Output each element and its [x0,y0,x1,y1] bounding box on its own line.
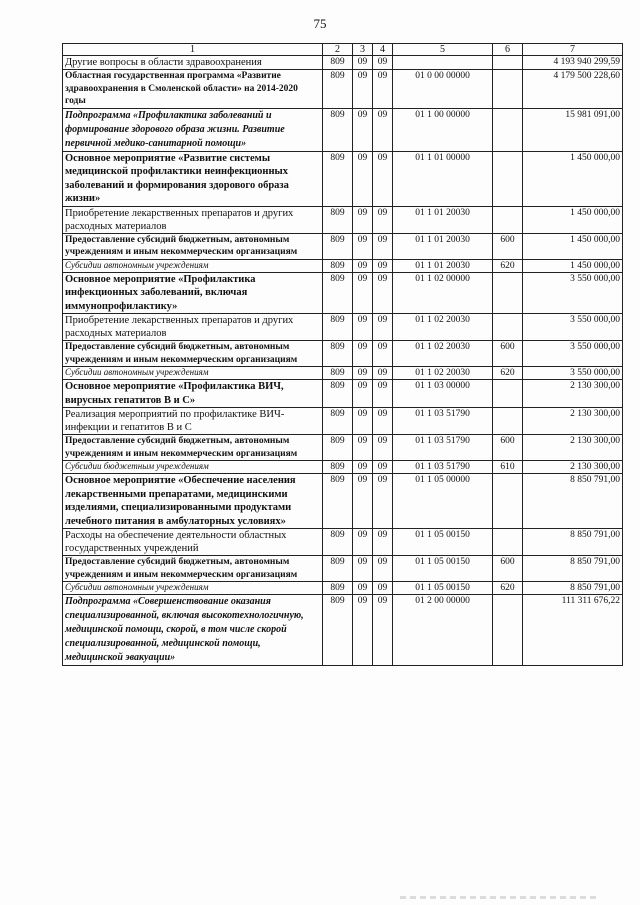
table-row [63,408,623,435]
row-section-code-cell: 09 [353,259,373,272]
table-row [63,474,623,529]
row-section-code-cell: 09 [353,56,373,70]
row-ministry-code-cell: 809 [323,151,353,206]
row-section-code-cell: 09 [353,408,373,435]
row-expense-type-cell: 600 [493,435,523,461]
row-expense-type-cell [493,380,523,408]
row-target-item-cell: 01 1 03 51790 [393,435,493,461]
row-amount-cell: 3 550 000,00 [523,314,623,341]
header-cell: 6 [493,44,523,56]
row-name-cell: Расходы на обеспечение деятельности областных государственных учреждений [63,529,323,556]
row-target-item-cell: 01 1 02 00000 [393,272,493,314]
row-name-cell: Приобретение лекарственных препаратов и других расходных материалов [63,314,323,341]
row-target-item-cell: 01 1 01 00000 [393,151,493,206]
row-section-code-cell: 09 [353,529,373,556]
table-header-row [63,44,623,56]
row-target-item-cell: 01 1 02 20030 [393,341,493,367]
table-row [63,56,623,70]
row-expense-type-cell: 600 [493,341,523,367]
row-ministry-code-cell: 809 [323,435,353,461]
row-expense-type-cell [493,314,523,341]
row-name-cell: Субсидии автономным учреждениям [63,367,323,380]
row-subsection-code-cell: 09 [373,272,393,314]
row-subsection-code-cell: 09 [373,108,393,151]
row-target-item-cell: 01 1 03 51790 [393,408,493,435]
row-subsection-code-cell: 09 [373,408,393,435]
row-amount-cell: 3 550 000,00 [523,272,623,314]
row-target-item-cell: 01 1 00 00000 [393,108,493,151]
row-amount-cell: 3 550 000,00 [523,341,623,367]
row-target-item-cell: 01 1 01 20030 [393,233,493,259]
row-amount-cell: 2 130 300,00 [523,380,623,408]
row-subsection-code-cell: 09 [373,367,393,380]
header-cell: 7 [523,44,623,56]
table-row [63,272,623,314]
row-section-code-cell: 09 [353,582,373,595]
row-target-item-cell: 01 1 05 00000 [393,474,493,529]
row-expense-type-cell [493,408,523,435]
row-name-cell: Субсидии автономным учреждениям [63,259,323,272]
row-target-item-cell: 01 1 01 20030 [393,206,493,233]
row-section-code-cell: 09 [353,461,373,474]
row-section-code-cell: 09 [353,341,373,367]
table-row [63,529,623,556]
row-amount-cell: 8 850 791,00 [523,474,623,529]
row-name-cell: Предоставление субсидий бюджетным, автономным учреждениям и иным некоммерческим организациям [63,556,323,582]
table-row [63,206,623,233]
row-section-code-cell: 09 [353,435,373,461]
row-amount-cell: 2 130 300,00 [523,435,623,461]
row-target-item-cell: 01 1 05 00150 [393,556,493,582]
table-row [63,556,623,582]
table-row [63,70,623,109]
row-section-code-cell: 09 [353,314,373,341]
row-ministry-code-cell: 809 [323,582,353,595]
header-cell: 2 [323,44,353,56]
row-expense-type-cell: 600 [493,556,523,582]
row-expense-type-cell: 620 [493,367,523,380]
row-section-code-cell: 09 [353,556,373,582]
row-subsection-code-cell: 09 [373,461,393,474]
row-subsection-code-cell: 09 [373,435,393,461]
row-ministry-code-cell: 809 [323,461,353,474]
header-cell: 1 [63,44,323,56]
row-name-cell: Основное мероприятие «Профилактика инфекционных заболеваний, включая иммунопрофилактику» [63,272,323,314]
table-row [63,461,623,474]
row-name-cell: Предоставление субсидий бюджетным, автономным учреждениям и иным некоммерческим организациям [63,341,323,367]
row-name-cell: Основное мероприятие «Развитие системы медицинской профилактики неинфекционных заболеваний и формирования здорового образа жизни» [63,151,323,206]
row-name-cell: Другие вопросы в области здравоохранения [63,56,323,70]
row-amount-cell: 1 450 000,00 [523,233,623,259]
row-target-item-cell: 01 1 03 51790 [393,461,493,474]
row-subsection-code-cell: 09 [373,380,393,408]
row-expense-type-cell: 610 [493,461,523,474]
row-subsection-code-cell: 09 [373,206,393,233]
row-subsection-code-cell: 09 [373,341,393,367]
row-section-code-cell: 09 [353,595,373,666]
table-row [63,108,623,151]
row-section-code-cell: 09 [353,380,373,408]
row-expense-type-cell [493,56,523,70]
row-amount-cell: 8 850 791,00 [523,582,623,595]
row-target-item-cell: 01 1 01 20030 [393,259,493,272]
table-row [63,151,623,206]
row-ministry-code-cell: 809 [323,272,353,314]
row-target-item-cell: 01 2 00 00000 [393,595,493,666]
table-body [63,56,623,666]
row-amount-cell: 1 450 000,00 [523,206,623,233]
row-target-item-cell: 01 1 03 00000 [393,380,493,408]
row-name-cell: Реализация мероприятий по профилактике ВИЧ-инфекции и гепатитов В и С [63,408,323,435]
scan-artifact [400,896,600,899]
row-ministry-code-cell: 809 [323,56,353,70]
row-expense-type-cell [493,70,523,109]
row-name-cell: Подпрограмма «Профилактика заболеваний и формирование здорового образа жизни. Развитие первичной медико-санитарной помощи» [63,108,323,151]
row-expense-type-cell [493,474,523,529]
row-section-code-cell: 09 [353,272,373,314]
row-expense-type-cell [493,595,523,666]
table-row [63,367,623,380]
budget-table [62,43,623,666]
header-cell: 4 [373,44,393,56]
row-amount-cell: 15 981 091,00 [523,108,623,151]
table-row [63,582,623,595]
row-section-code-cell: 09 [353,70,373,109]
row-subsection-code-cell: 09 [373,582,393,595]
row-section-code-cell: 09 [353,206,373,233]
row-expense-type-cell: 600 [493,233,523,259]
row-name-cell: Субсидии автономным учреждениям [63,582,323,595]
row-subsection-code-cell: 09 [373,70,393,109]
row-expense-type-cell [493,272,523,314]
header-cell: 5 [393,44,493,56]
row-subsection-code-cell: 09 [373,314,393,341]
row-subsection-code-cell: 09 [373,595,393,666]
row-amount-cell: 111 311 676,22 [523,595,623,666]
row-subsection-code-cell: 09 [373,259,393,272]
row-amount-cell: 4 193 940 299,59 [523,56,623,70]
row-ministry-code-cell: 809 [323,108,353,151]
header-cell: 3 [353,44,373,56]
row-name-cell: Предоставление субсидий бюджетным, автономным учреждениям и иным некоммерческим организациям [63,233,323,259]
row-amount-cell: 1 450 000,00 [523,151,623,206]
table-row [63,595,623,666]
row-ministry-code-cell: 809 [323,233,353,259]
row-ministry-code-cell: 809 [323,595,353,666]
row-expense-type-cell [493,108,523,151]
row-amount-cell: 3 550 000,00 [523,367,623,380]
row-amount-cell: 8 850 791,00 [523,556,623,582]
table-row [63,259,623,272]
table-row [63,314,623,341]
row-name-cell: Предоставление субсидий бюджетным, автономным учреждениям и иным некоммерческим организациям [63,435,323,461]
row-amount-cell: 1 450 000,00 [523,259,623,272]
row-subsection-code-cell: 09 [373,233,393,259]
row-subsection-code-cell: 09 [373,56,393,70]
row-target-item-cell: 01 1 02 20030 [393,314,493,341]
row-ministry-code-cell: 809 [323,206,353,233]
row-name-cell: Подпрограмма «Совершенствование оказания специализированной, включая высокотехнологичную, медицинской помощи, скорой, в том числе скорой специализированной, медицинской помощи, медицинской эвакуации» [63,595,323,666]
row-ministry-code-cell: 809 [323,408,353,435]
row-target-item-cell: 01 1 05 00150 [393,582,493,595]
row-name-cell: Приобретение лекарственных препаратов и других расходных материалов [63,206,323,233]
row-amount-cell: 2 130 300,00 [523,408,623,435]
row-section-code-cell: 09 [353,474,373,529]
row-expense-type-cell [493,206,523,233]
row-ministry-code-cell: 809 [323,341,353,367]
row-subsection-code-cell: 09 [373,151,393,206]
row-section-code-cell: 09 [353,233,373,259]
row-ministry-code-cell: 809 [323,474,353,529]
row-subsection-code-cell: 09 [373,529,393,556]
row-amount-cell: 4 179 500 228,60 [523,70,623,109]
row-expense-type-cell: 620 [493,582,523,595]
row-name-cell: Основное мероприятие «Обеспечение населения лекарственными препаратами, медицинскими изделиями, специализированными продуктами лечебного питания в амбулаторных условиях» [63,474,323,529]
row-target-item-cell: 01 1 05 00150 [393,529,493,556]
row-target-item-cell: 01 0 00 00000 [393,70,493,109]
row-target-item-cell [393,56,493,70]
row-name-cell: Основное мероприятие «Профилактика ВИЧ, вирусных гепатитов В и С» [63,380,323,408]
row-ministry-code-cell: 809 [323,529,353,556]
row-expense-type-cell [493,529,523,556]
row-ministry-code-cell: 809 [323,556,353,582]
row-subsection-code-cell: 09 [373,556,393,582]
row-ministry-code-cell: 809 [323,259,353,272]
row-name-cell: Субсидии бюджетным учреждениям [63,461,323,474]
row-section-code-cell: 09 [353,367,373,380]
row-section-code-cell: 09 [353,151,373,206]
row-amount-cell: 8 850 791,00 [523,529,623,556]
row-ministry-code-cell: 809 [323,314,353,341]
table-row [63,380,623,408]
table-row [63,233,623,259]
row-expense-type-cell: 620 [493,259,523,272]
row-ministry-code-cell: 809 [323,380,353,408]
row-section-code-cell: 09 [353,108,373,151]
page-number: 75 [313,16,327,31]
row-subsection-code-cell: 09 [373,474,393,529]
row-target-item-cell: 01 1 02 20030 [393,367,493,380]
row-expense-type-cell [493,151,523,206]
row-amount-cell: 2 130 300,00 [523,461,623,474]
row-ministry-code-cell: 809 [323,70,353,109]
table-row [63,341,623,367]
row-ministry-code-cell: 809 [323,367,353,380]
row-name-cell: Областная государственная программа «Развитие здравоохранения в Смоленской области» на 2014-2020 годы [63,70,323,109]
table-row [63,435,623,461]
